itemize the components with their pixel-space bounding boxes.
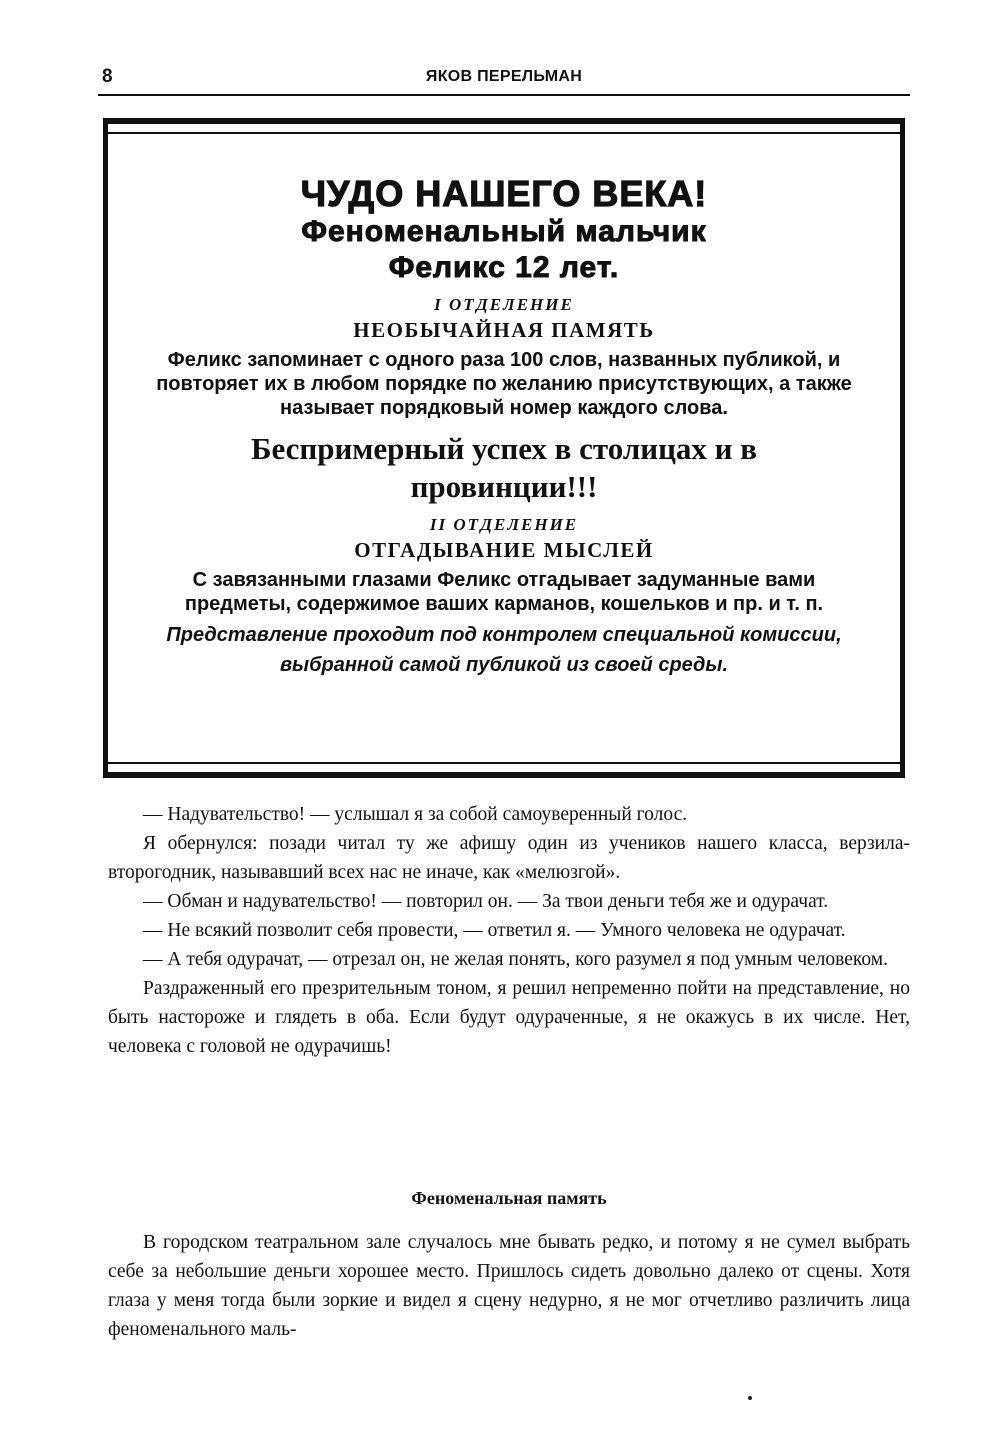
body-text (108, 800, 910, 1061)
paragraph: В городском театральном зале случалось мне бывать редко, и потому я не сумел выбрать себе за небольшие деньги хорошее место. Пришлось сидеть довольно далеко от сцены. Хотя глаза у меня тогда были зоркие и видел я сцену недурно, я не мог отчетливо различить лица феноменального маль- (108, 1232, 910, 1340)
poster-section-2-body: С завязанными глазами Феликс отгадывает задуманные вами предметы, содержимое ваших карманов, кошельков и пр. и т. п. (184, 569, 824, 615)
paragraph: Я обернулся: позади читал ту же афишу один из учеников нашего класса, верзила-второгодник, называвший всех нас не иначе, как «мелюзгой». (108, 833, 910, 883)
body-text-continued (108, 1228, 910, 1344)
poster-success-line: Беспримерный успех в столицах и в провинции!!! (250, 431, 758, 504)
poster-section-2-title: ОТГАДЫВАНИЕ МЫСЛЕЙ (354, 538, 654, 562)
poster-section-1-label: I ОТДЕЛЕНИЕ (434, 295, 574, 314)
running-title: ЯКОВ ПЕРЕЛЬМАН (425, 68, 583, 85)
section-heading: Феноменальная память (411, 1188, 607, 1208)
page-number: 8 (102, 66, 113, 87)
paragraph: — А тебя одурачат, — отрезал он, не желая понять, кого разумел я под умным человеком. (143, 949, 888, 970)
poster-frame (103, 118, 905, 778)
paragraph: — Не всякий позволит себя провести, — ответил я. — Умного человека не одурачат. (143, 920, 846, 941)
paragraph: Раздраженный его презрительным тоном, я решил непременно пойти на представление, но быть настороже и глядеть в оба. Если будут одураченные, я не окажусь в их числе. Нет, человека с головой не одурачишь! (108, 978, 910, 1057)
poster-note: Представление проходит под контролем специальной комиссии, выбранной самой публикой из своей среды. (166, 624, 842, 676)
print-speck (748, 1396, 752, 1400)
page-header (98, 64, 910, 96)
poster-content (108, 174, 900, 680)
poster-subtitle-1: Феноменальный мальчик (301, 215, 707, 248)
poster-section-2-label: II ОТДЕЛЕНИЕ (429, 515, 579, 534)
paragraph: — Обман и надувательство! — повторил он. — За твои деньги тебя же и одурачат. (143, 891, 829, 912)
poster-inner-rule-top (108, 132, 900, 134)
poster-section-1-title: НЕОБЫЧАЙНАЯ ПАМЯТЬ (353, 318, 655, 342)
paragraph: — Надувательство! — услышал я за собой самоуверенный голос. (143, 804, 688, 825)
poster-subtitle-2: Феликс 12 лет. (388, 251, 620, 284)
poster-headline: ЧУДО НАШЕГО ВЕКА! (300, 173, 708, 214)
poster-inner-rule-bottom (108, 762, 900, 764)
poster-section-1-body: Феликс запоминает с одного раза 100 слов, названных публикой, и повторяет их в любом порядке по желанию присутствующих, а также называет порядковый номер каждого слова. (156, 349, 852, 419)
